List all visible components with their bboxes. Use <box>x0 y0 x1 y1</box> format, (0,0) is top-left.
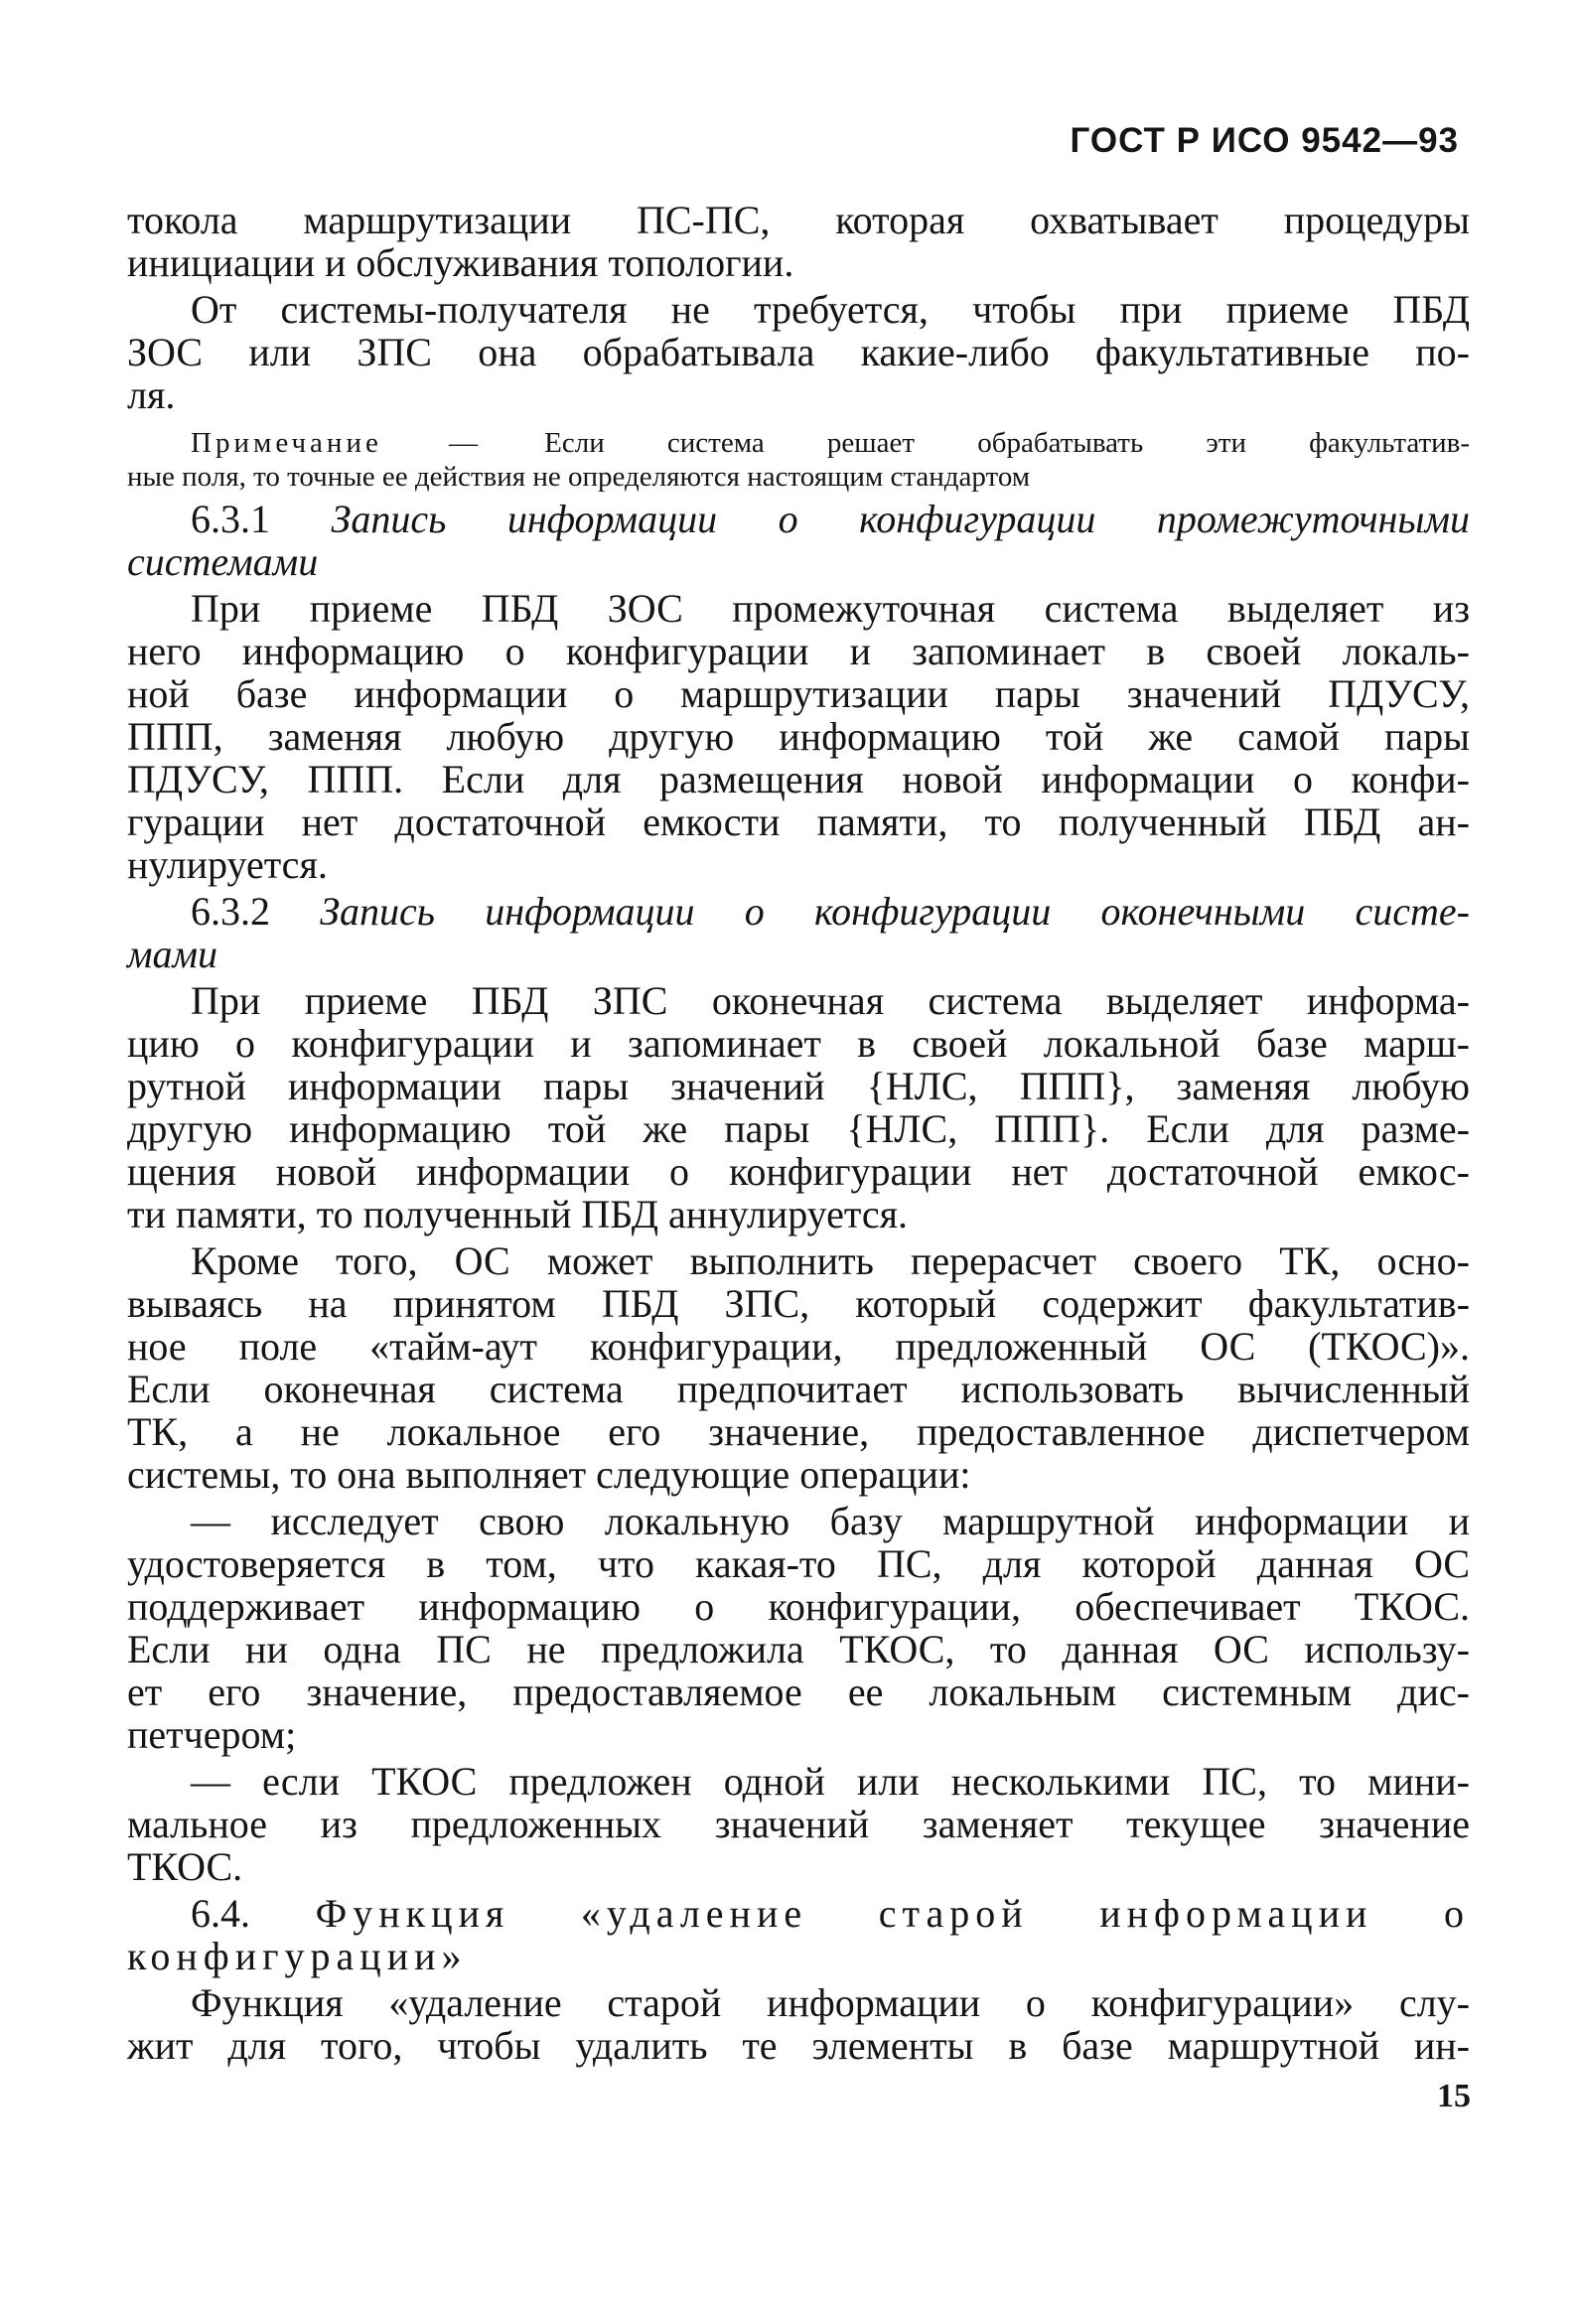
text-line: От системы-получателя не требуется, чтобы при приеме ПБД <box>191 287 1470 332</box>
section-heading-6-4 <box>127 1892 1470 1935</box>
text-line: Если оконечная система предпочитает использовать вычисленный <box>127 1367 1470 1411</box>
section-title: Функция «удаление старой информации о <box>315 1891 1471 1936</box>
text-line: поддерживает информацию о конфигурации, обеспечивает ТКОС. <box>127 1584 1470 1629</box>
section-title: Запись информации о конфигурации оконечными систе- <box>320 889 1471 934</box>
text-line: ПДУСУ, ППП. Если для размещения новой информации о конфи- <box>127 757 1470 801</box>
text-line: ППП, заменяя любую другую информацию той же самой пары <box>127 714 1470 759</box>
text-line: нулируется. <box>127 842 328 887</box>
text-line: Функция «удаление старой информации о конфигурации» слу- <box>191 1980 1470 2025</box>
text-line: ТК, а не локальное его значение, предоставленное диспетчером <box>127 1409 1470 1454</box>
text-line: мальное из предложенных значений заменяет текущее значение <box>127 1802 1470 1846</box>
text-line: жит для того, чтобы удалить те элементы в базе маршрутной ин- <box>127 2023 1470 2068</box>
list-item-line: — исследует свою локальную базу маршрутной информации и <box>191 1499 1470 1543</box>
section-title-continuation: системами <box>127 539 319 584</box>
document-header: ГОСТ Р ИСО 9542—93 <box>1070 121 1459 160</box>
list-item-line: — если ТКОС предложен одной или несколькими ПС, то мини- <box>191 1759 1470 1804</box>
text-line: вываясь на принятом ПБД ЗПС, который содержит факультатив- <box>127 1281 1470 1326</box>
text-line: ти памяти, то полученный ПБД аннулируется. <box>127 1192 909 1236</box>
document-body <box>127 199 1470 2067</box>
text-line: Кроме того, ОС может выполнить перерасчет своего ТК, осно- <box>191 1238 1470 1283</box>
section-title: Запись информации о конфигурации промежуточными <box>331 497 1471 541</box>
text-line: рутной информации пары значений {НЛС, ППП}, заменяя любую <box>127 1064 1470 1108</box>
note-line <box>127 426 1470 460</box>
text-line: цию о конфигурации и запоминает в своей локальной базе марш- <box>127 1021 1470 1066</box>
page-number: 15 <box>1437 2078 1471 2114</box>
text-line: ТКОС. <box>127 1844 243 1889</box>
note-label: Примечание — <box>191 427 482 459</box>
note-text: Если система решает обрабатывать эти факультатив- <box>544 427 1470 459</box>
text-line: ное поле «тайм-аут конфигурации, предложенный ОС (ТКОС)». <box>127 1324 1470 1369</box>
text-line: ЗОС или ЗПС она обрабатывала какие-либо факультативные по- <box>127 330 1470 374</box>
section-title-continuation: мами <box>127 932 218 976</box>
section-title-continuation: конфигурации» <box>127 1934 468 1978</box>
text-line: щения новой информации о конфигурации нет достаточной емкос- <box>127 1149 1470 1194</box>
section-number: 6.4. <box>191 1891 250 1936</box>
text-line: гурации нет достаточной емкости памяти, то полученный ПБД ан- <box>127 799 1470 844</box>
text-line: При приеме ПБД ЗОС промежуточная система выделяет из <box>191 586 1470 631</box>
section-heading-6-3-2 <box>127 890 1470 933</box>
text-line: токола маршрутизации ПС-ПС, которая охватывает процедуры <box>127 198 1470 242</box>
text-line: инициации и обслуживания топологии. <box>127 240 794 285</box>
text-line: ет его значение, предоставляемое ее локальным системным дис- <box>127 1670 1470 1714</box>
text-line: удостоверяется в том, что какая-то ПС, для которой данная ОС <box>127 1541 1470 1586</box>
text-line: системы, то она выполняет следующие операции: <box>127 1452 971 1497</box>
section-heading-6-3-1 <box>127 498 1470 540</box>
text-line: Если ни одна ПС не предложила ТКОС, то данная ОС использу- <box>127 1627 1470 1671</box>
text-line: него информацию о конфигурации и запоминает в своей локаль- <box>127 629 1470 673</box>
section-number: 6.3.1 <box>191 497 270 541</box>
text-line: ля. <box>127 372 176 417</box>
text-line: При приеме ПБД ЗПС оконечная система выделяет информа- <box>191 978 1470 1023</box>
note-line: ные поля, то точные ее действия не определяются настоящим стандартом <box>127 461 1031 493</box>
text-line: ной базе информации о маршрутизации пары значений ПДУСУ, <box>127 671 1470 716</box>
text-line: другую информацию той же пары {НЛС, ППП}. Если для разме- <box>127 1106 1470 1151</box>
text-line: петчером; <box>127 1712 297 1757</box>
section-number: 6.3.2 <box>191 889 270 934</box>
